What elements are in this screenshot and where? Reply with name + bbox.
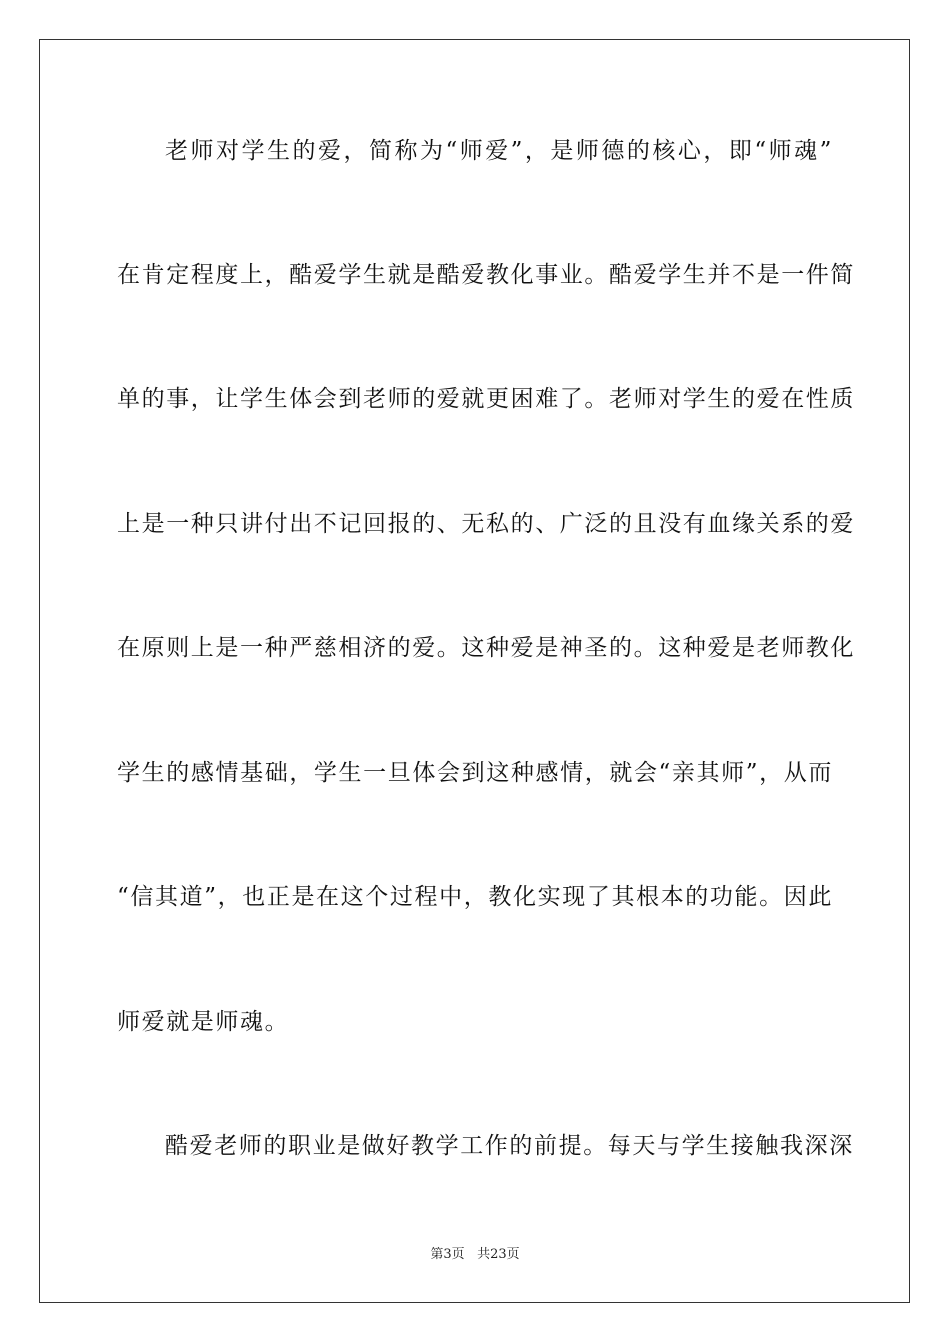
page-number: 第3页 (430, 1247, 465, 1262)
page-border (39, 39, 910, 1303)
paragraph-1-line-8: 师爱就是师魂。 (117, 1009, 290, 1035)
paragraph-1-line-1: 老师对学生的爱，简称为“师爱”，是师德的核心，即“师魂” (165, 138, 833, 164)
paragraph-2-line-1: 酷爱老师的职业是做好教学工作的前提。每天与学生接触我深深 (165, 1133, 854, 1159)
paragraph-1-line-2: 在肯定程度上，酷爱学生就是酷爱教化事业。酷爱学生并不是一件简 (117, 262, 855, 288)
paragraph-1-line-6: 学生的感情基础，学生一旦体会到这种感情，就会“亲其师”，从而 (117, 760, 833, 786)
paragraph-1-line-4: 上是一种只讲付出不记回报的、无私的、广泛的且没有血缘关系的爱 (117, 511, 855, 537)
paragraph-1-line-3: 单的事，让学生体会到老师的爱就更困难了。老师对学生的爱在性质 (117, 386, 855, 412)
page-footer (0, 1246, 950, 1264)
page-total: 共23页 (477, 1247, 520, 1262)
paragraph-1-line-5: 在原则上是一种严慈相济的爱。这种爱是神圣的。这种爱是老师教化 (117, 635, 855, 661)
paragraph-1-line-7: “信其道”，也正是在这个过程中，教化实现了其根本的功能。因此 (117, 884, 833, 910)
